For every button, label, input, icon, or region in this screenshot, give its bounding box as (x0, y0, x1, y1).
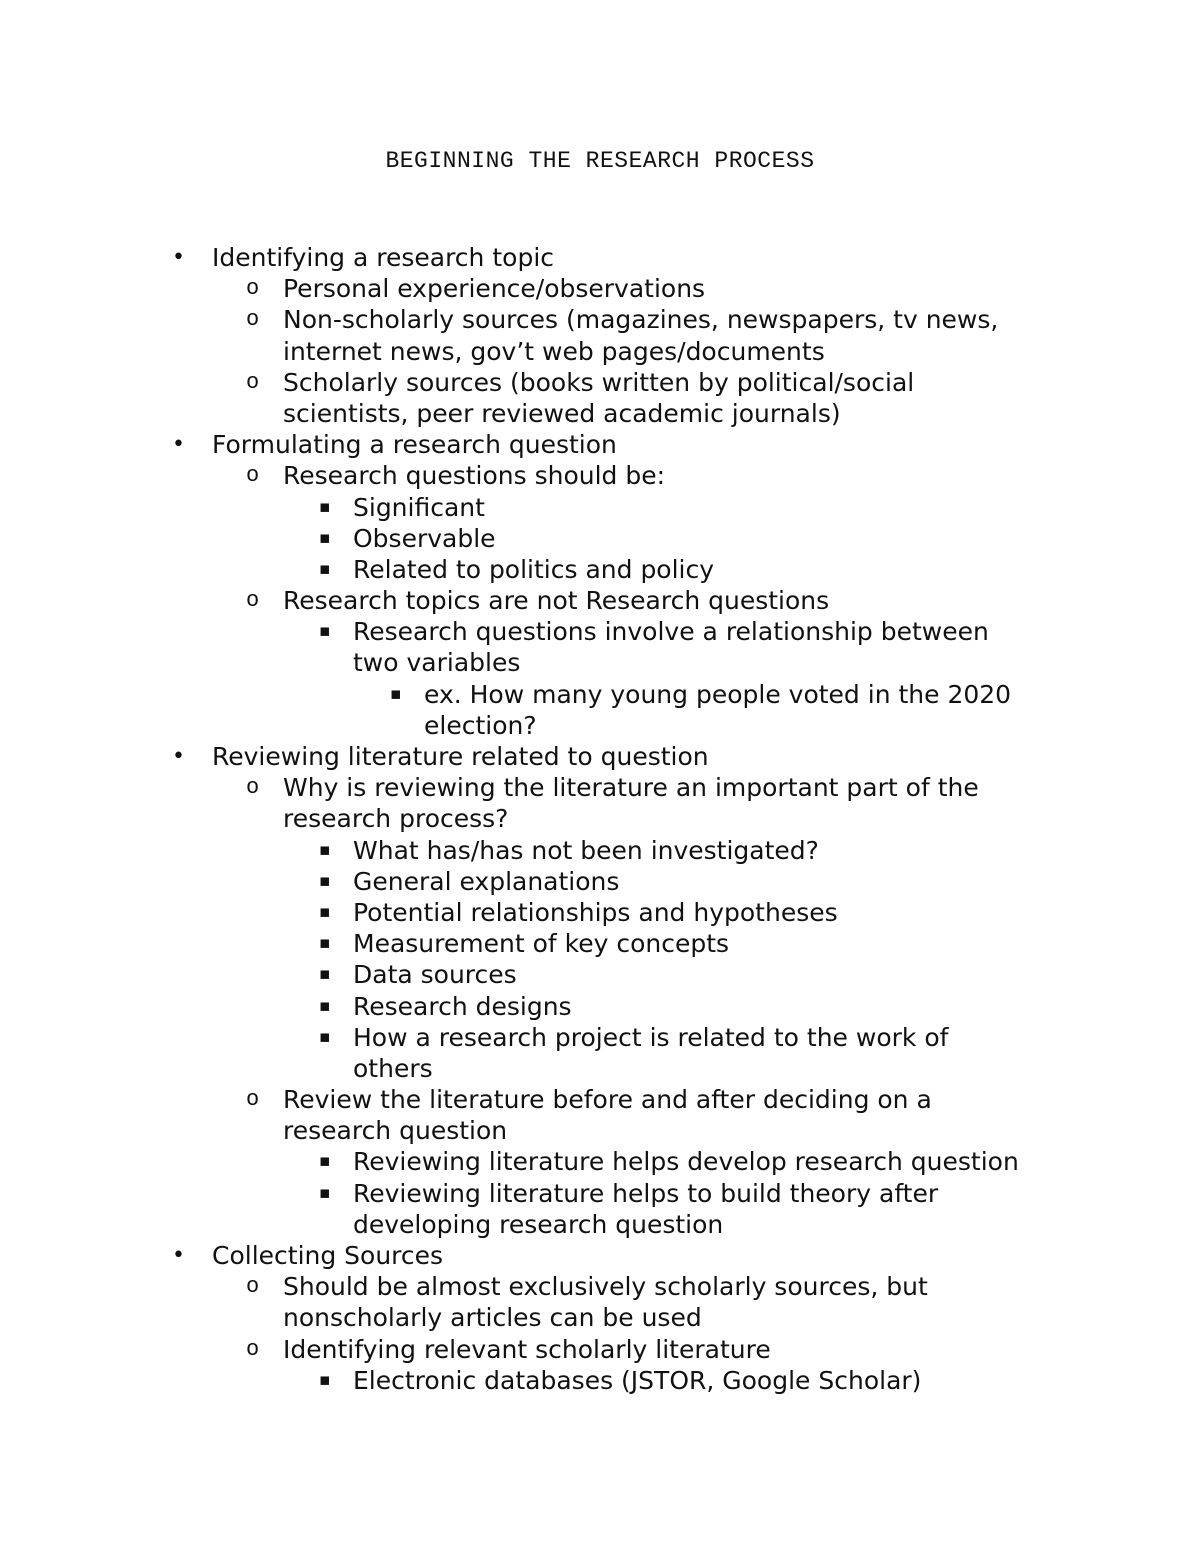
square-bullet-icon: ▪ (319, 558, 331, 579)
circle-bullet-icon: o (246, 369, 260, 395)
circle-bullet-icon: o (246, 1336, 260, 1362)
circle-bullet-icon: o (246, 1087, 260, 1113)
outline-item-text: nonscholarly articles can be used (283, 1303, 702, 1333)
outline-item-text: Reviewing literature related to question (212, 742, 709, 771)
outline-item-continuation (0, 1115, 1200, 1146)
outline-item-text: Reviewing literature helps develop research question (353, 1147, 1019, 1177)
outline-item-text: What has/has not been investigated? (353, 835, 819, 865)
outline-item-text: Significant (353, 492, 485, 522)
square-bullet-icon: ▪ (319, 621, 331, 642)
outline-item-continuation (0, 1209, 1200, 1240)
outline-item-text: Research topics are not Research questions (283, 586, 830, 616)
circle-bullet-icon: o (246, 307, 260, 333)
outline-item-text: research process? (283, 804, 509, 834)
outline-item (0, 897, 1200, 928)
outline-item (0, 367, 1200, 398)
outline-item (0, 585, 1200, 616)
bullet-bullet-icon: • (172, 245, 185, 270)
outline-item (0, 959, 1200, 990)
bullet-bullet-icon: • (172, 432, 185, 458)
outline-item-continuation (0, 803, 1200, 834)
outline-item-text: Formulating a research question (212, 430, 617, 460)
outline-item (0, 1271, 1200, 1302)
outline-item-text: Should be almost exclusively scholarly sources, but (283, 1272, 928, 1302)
bullet-bullet-icon: • (172, 744, 185, 769)
outline-item (0, 523, 1200, 554)
outline-item-text: Related to politics and policy (353, 554, 715, 584)
outline-item-text: election? (424, 710, 537, 740)
outline-item (0, 242, 1200, 273)
outline-item (0, 1146, 1200, 1177)
outline-item-text: Measurement of key concepts (353, 929, 730, 959)
outline-item (0, 1022, 1200, 1053)
outline-item-text: Personal experience/observations (283, 274, 706, 304)
outline-item-text: Non-scholarly sources (magazines, newspapers, tv news, (283, 305, 999, 335)
outline-item (0, 741, 1200, 772)
outline-item (0, 1178, 1200, 1209)
outline-item (0, 835, 1200, 866)
square-bullet-icon: ▪ (319, 964, 331, 985)
outline-item-text: General explanations (353, 866, 620, 896)
outline-item (0, 616, 1200, 647)
square-bullet-icon: ▪ (319, 527, 331, 548)
outline-item (0, 1365, 1200, 1396)
outline-item-continuation (0, 710, 1200, 741)
outline-item-text: Identifying a research topic (212, 243, 555, 272)
outline-item-text: research question (283, 1116, 508, 1146)
outline-item-text: Research designs (353, 991, 572, 1021)
outline-item (0, 304, 1200, 335)
outline-item (0, 429, 1200, 460)
outline-item (0, 273, 1200, 304)
square-bullet-icon: ▪ (319, 901, 331, 922)
square-bullet-icon: ▪ (319, 1182, 331, 1203)
circle-bullet-icon: o (246, 1274, 260, 1300)
outline-item-continuation (0, 398, 1200, 429)
outline-item-text: Data sources (353, 960, 517, 990)
outline-item-text: Review the literature before and after deciding on a (283, 1085, 932, 1115)
circle-bullet-icon: o (246, 775, 260, 801)
outline-item-text: Research questions involve a relationship between (353, 617, 989, 647)
outline-item-text: developing research question (353, 1209, 724, 1239)
outline-item (0, 492, 1200, 523)
square-bullet-icon: ▪ (319, 1026, 331, 1047)
outline-item-text: Research questions should be: (283, 461, 666, 491)
outline-item (0, 679, 1200, 710)
square-bullet-icon: ▪ (390, 683, 402, 704)
square-bullet-icon: ▪ (319, 496, 331, 517)
outline-item-continuation (0, 1302, 1200, 1333)
outline-item-text: Potential relationships and hypotheses (353, 897, 838, 927)
square-bullet-icon: ▪ (319, 933, 331, 954)
square-bullet-icon: ▪ (319, 1151, 331, 1172)
outline-item (0, 772, 1200, 803)
outline-item-text: scientists, peer reviewed academic journals) (283, 398, 841, 428)
outline-item-text: How a research project is related to the work of (353, 1022, 949, 1052)
circle-bullet-icon: o (246, 276, 260, 302)
outline-item-text: Why is reviewing the literature an important part of the (283, 773, 979, 803)
outline-item (0, 1240, 1200, 1271)
outline-item-text: ex. How many young people voted in the 2020 (424, 679, 1012, 709)
circle-bullet-icon: o (246, 463, 260, 489)
outline-item (0, 928, 1200, 959)
outline-item-text: two variables (353, 648, 521, 678)
bullet-bullet-icon: • (172, 1243, 185, 1268)
square-bullet-icon: ▪ (319, 1369, 331, 1390)
outline-item (0, 554, 1200, 585)
circle-bullet-icon: o (246, 588, 260, 614)
outline-item (0, 460, 1200, 491)
outline-item-continuation (0, 1053, 1200, 1084)
outline-item-text: internet news, gov’t web pages/documents (283, 336, 825, 366)
square-bullet-icon: ▪ (319, 995, 331, 1016)
outline-item (0, 991, 1200, 1022)
outline-item-continuation (0, 647, 1200, 678)
page-title: BEGINNING THE RESEARCH PROCESS (385, 148, 815, 174)
outline-item-text: Identifying relevant scholarly literature (283, 1334, 771, 1364)
square-bullet-icon: ▪ (319, 839, 331, 860)
outline-item-text: others (353, 1053, 433, 1083)
outline-list (0, 242, 1200, 1396)
outline-item-text: Electronic databases (JSTOR, Google Scholar) (353, 1365, 922, 1395)
outline-item-text: Collecting Sources (212, 1241, 444, 1270)
outline-item-text: Observable (353, 523, 496, 553)
square-bullet-icon: ▪ (319, 870, 331, 891)
outline-item-text: Scholarly sources (books written by political/social (283, 367, 915, 397)
outline-item (0, 1334, 1200, 1365)
outline-item-text: Reviewing literature helps to build theory after (353, 1178, 939, 1208)
outline-item-continuation (0, 336, 1200, 367)
outline-item (0, 1084, 1200, 1115)
outline-item (0, 866, 1200, 897)
